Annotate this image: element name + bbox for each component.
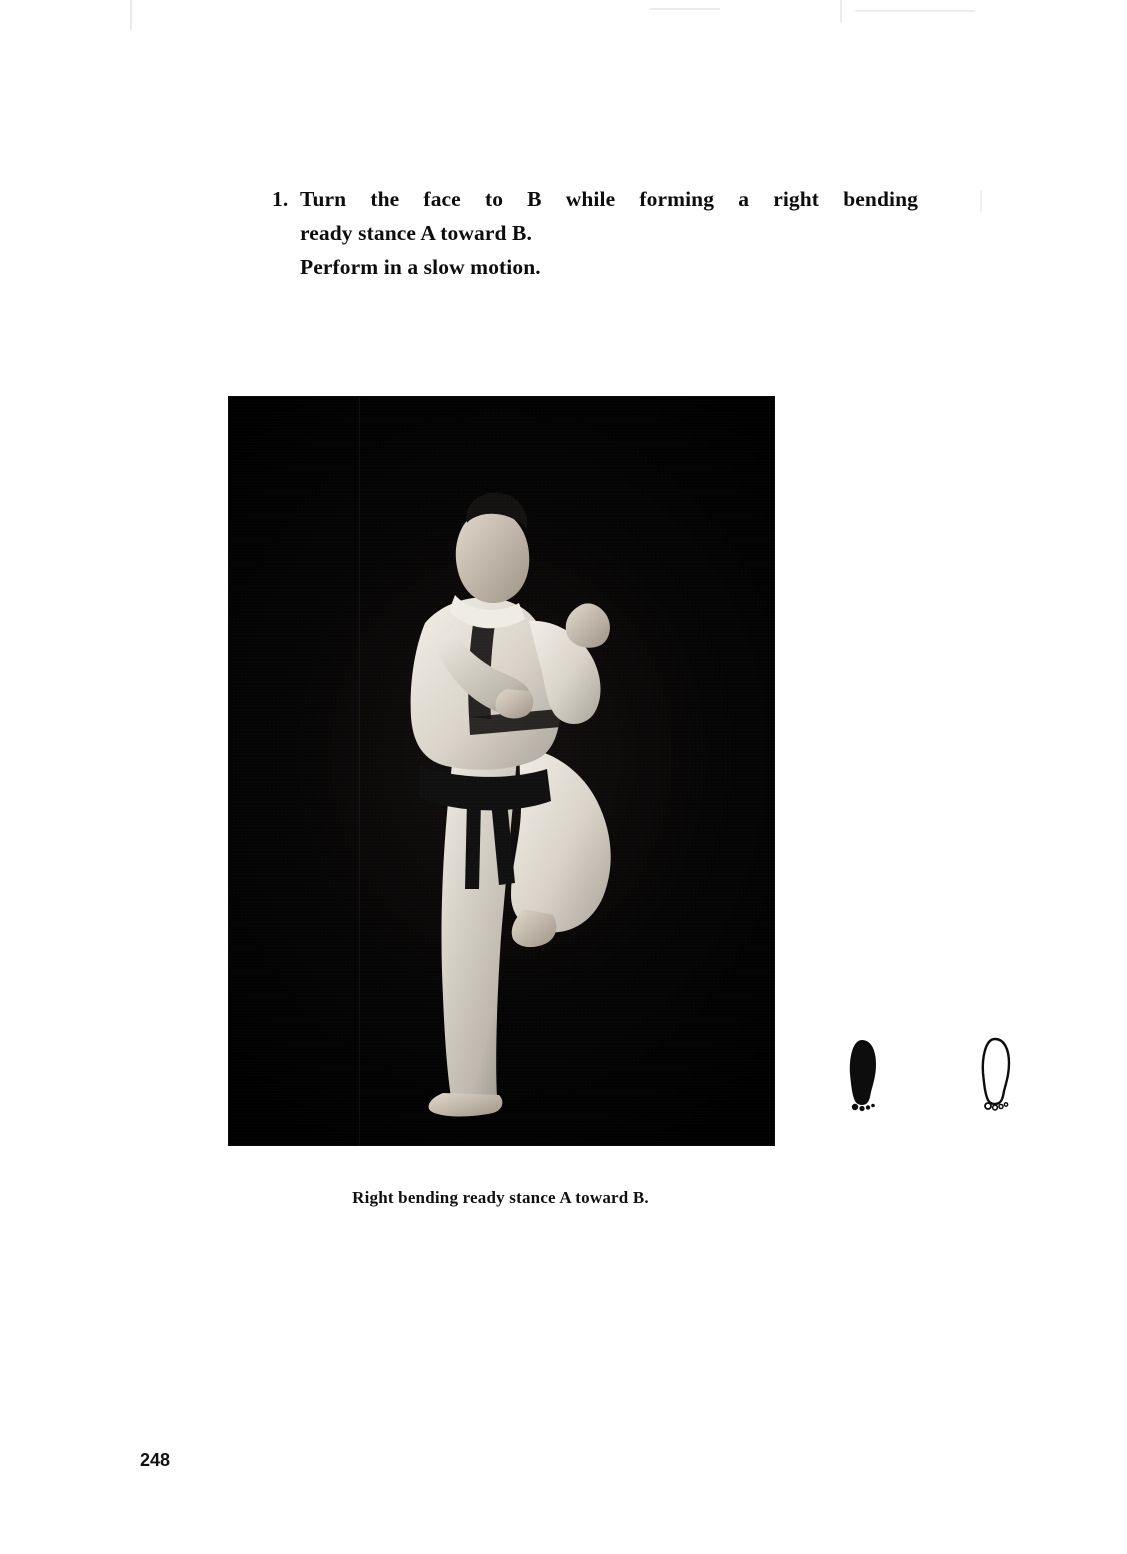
instruction-number: 1. (272, 187, 289, 211)
scan-artifact (840, 0, 842, 22)
photo-caption: Right bending ready stance A toward B. (352, 1188, 649, 1207)
photo-grain (229, 397, 774, 1145)
instruction-line-1 (272, 182, 918, 216)
instruction-block (272, 182, 918, 284)
foot-diagram (820, 1030, 1050, 1120)
scan-artifact (980, 190, 982, 212)
page-number: 248 (140, 1450, 171, 1470)
instruction-line-2: ready stance A toward B. (300, 221, 532, 245)
scan-artifact (650, 8, 720, 10)
scan-artifact (130, 0, 132, 30)
instruction-photo (228, 396, 775, 1146)
solid-footprint-icon (840, 1038, 884, 1112)
scan-artifact (855, 10, 975, 12)
instruction-line-3: Perform in a slow motion. (300, 255, 541, 279)
instruction-line-1-text: Turn the face to B while forming a right bending (300, 187, 918, 211)
outline-footprint-icon (975, 1036, 1017, 1112)
